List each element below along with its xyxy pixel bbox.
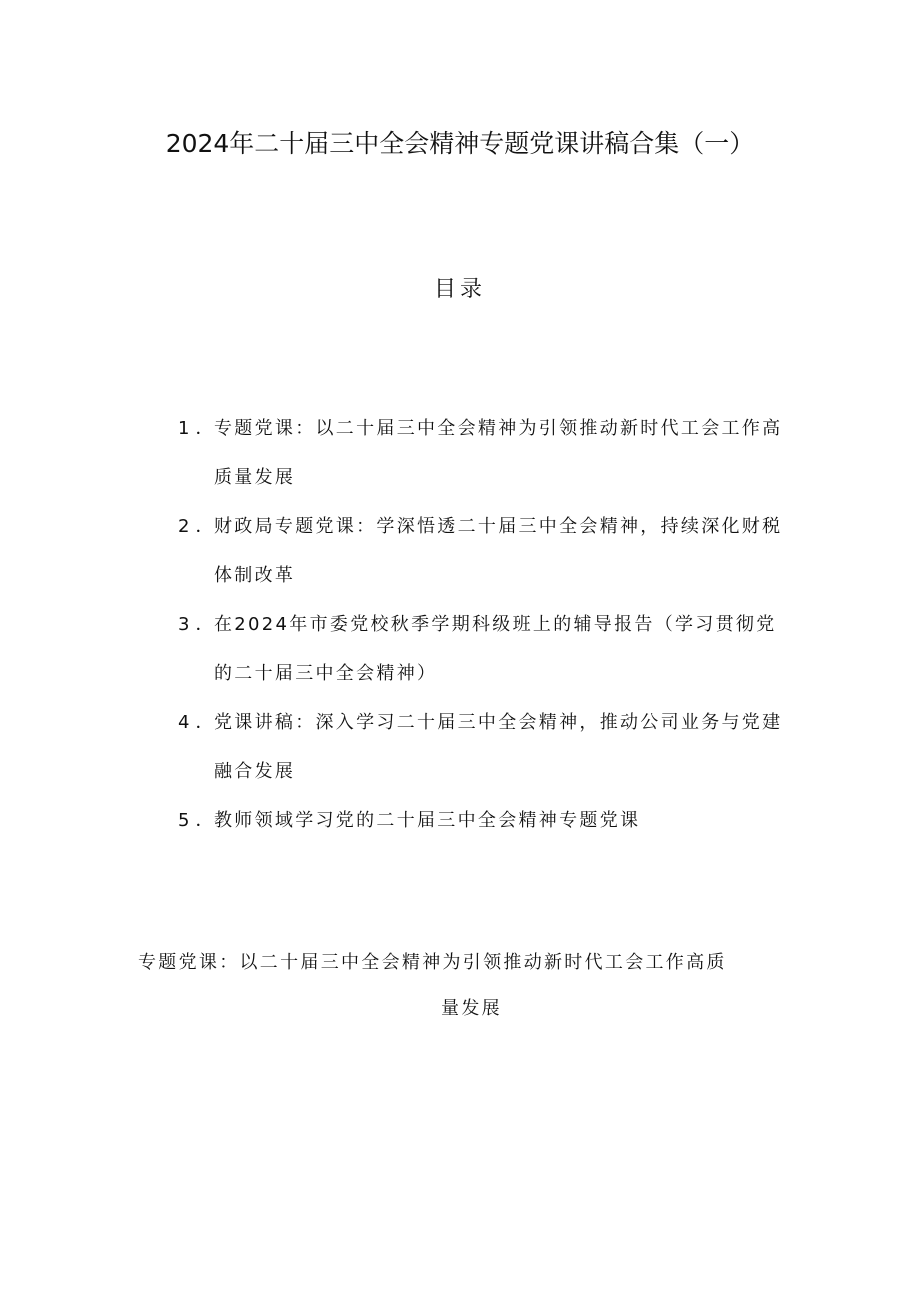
toc-item-number: 2． <box>178 516 220 537</box>
toc-item-text: 在2024年市委党校秋季学期科级班上的辅导报告（学习贯彻党的二十届三中全会精神） <box>214 614 777 684</box>
toc-heading: 目录 <box>433 277 486 302</box>
toc-item-number: 4． <box>178 712 220 733</box>
toc-item-number: 1． <box>178 418 220 439</box>
toc-item <box>178 796 788 845</box>
toc-item-text: 教师领域学习党的二十届三中全会精神专题党课 <box>214 810 641 831</box>
toc-item <box>178 698 788 796</box>
section-title-line2: 量发展 <box>441 998 502 1019</box>
toc-item-number: 5． <box>178 810 220 831</box>
table-of-contents <box>178 404 788 845</box>
toc-item-text: 财政局专题党课：学深悟透二十届三中全会精神，持续深化财税体制改革 <box>214 516 783 586</box>
section-title-line1: 专题党课：以二十届三中全会精神为引领推动新时代工会工作高质 <box>138 952 727 973</box>
toc-item-text: 专题党课：以二十届三中全会精神为引领推动新时代工会工作高质量发展 <box>214 418 783 488</box>
toc-item-number: 3． <box>178 614 220 635</box>
toc-item <box>178 600 788 698</box>
toc-item <box>178 502 788 600</box>
section-title <box>138 943 783 1029</box>
toc-item <box>178 404 788 502</box>
toc-item-text: 党课讲稿：深入学习二十届三中全会精神，推动公司业务与党建融合发展 <box>214 712 783 782</box>
document-title: 2024年二十届三中全会精神专题党课讲稿合集（一） <box>165 129 755 158</box>
